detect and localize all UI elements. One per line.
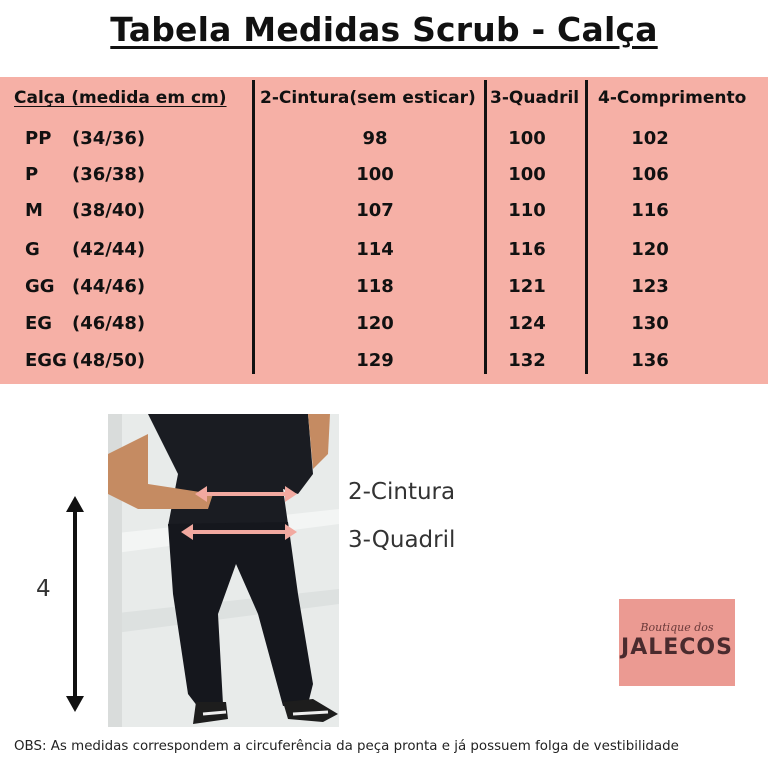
quadril-label: 3-Quadril — [348, 527, 456, 553]
cintura-cell: 129 — [356, 350, 394, 371]
cintura-cell: 114 — [356, 239, 394, 260]
range-cell: (44/46) — [72, 276, 146, 297]
header-cintura: 2-Cintura(sem esticar) — [260, 88, 476, 108]
comprimento-cell: 123 — [631, 276, 669, 297]
logo-script-text: Boutique dos — [640, 621, 714, 634]
cintura-cell: 107 — [356, 200, 394, 221]
comprimento-cell: 116 — [631, 200, 669, 221]
comprimento-arrow — [66, 496, 84, 712]
range-cell: (48/50) — [72, 350, 146, 371]
comprimento-label: 4 — [36, 576, 51, 602]
size-cell: G — [25, 239, 40, 260]
cintura-cell: 100 — [356, 164, 394, 185]
size-cell: PP — [25, 128, 52, 149]
size-cell: M — [25, 200, 43, 221]
logo-main-text: JALECOS — [621, 635, 733, 660]
cintura-cell: 98 — [362, 128, 388, 149]
header-quadril: 3-Quadril — [490, 88, 580, 108]
range-cell: (34/36) — [72, 128, 146, 149]
comprimento-cell: 130 — [631, 313, 669, 334]
page-title: Tabela Medidas Scrub - Calça — [110, 10, 658, 49]
quadril-cell: 121 — [508, 276, 546, 297]
quadril-cell: 110 — [508, 200, 546, 221]
quadril-cell: 100 — [508, 164, 546, 185]
comprimento-cell: 120 — [631, 239, 669, 260]
cintura-cell: 120 — [356, 313, 394, 334]
range-cell: (42/44) — [72, 239, 146, 260]
brand-logo — [619, 599, 735, 686]
quadril-cell: 124 — [508, 313, 546, 334]
cintura-arrow — [195, 486, 297, 502]
size-cell: EGG — [25, 350, 67, 371]
range-cell: (38/40) — [72, 200, 146, 221]
quadril-cell: 116 — [508, 239, 546, 260]
header-comprimento: 4-Comprimento — [598, 88, 747, 108]
comprimento-cell: 102 — [631, 128, 669, 149]
cintura-cell: 118 — [356, 276, 394, 297]
comprimento-cell: 136 — [631, 350, 669, 371]
quadril-cell: 100 — [508, 128, 546, 149]
size-cell: EG — [25, 313, 53, 334]
cintura-label: 2-Cintura — [348, 479, 456, 505]
quadril-cell: 132 — [508, 350, 546, 371]
comprimento-cell: 106 — [631, 164, 669, 185]
range-cell: (36/38) — [72, 164, 146, 185]
header-calca: Calça (medida em cm) — [14, 88, 227, 108]
size-cell: GG — [25, 276, 55, 297]
range-cell: (46/48) — [72, 313, 146, 334]
quadril-arrow — [181, 524, 297, 540]
size-cell: P — [25, 164, 39, 185]
footnote: OBS: As medidas correspondem a circuferência da peça pronta e já possuem folga de vestibilidade — [14, 739, 679, 754]
